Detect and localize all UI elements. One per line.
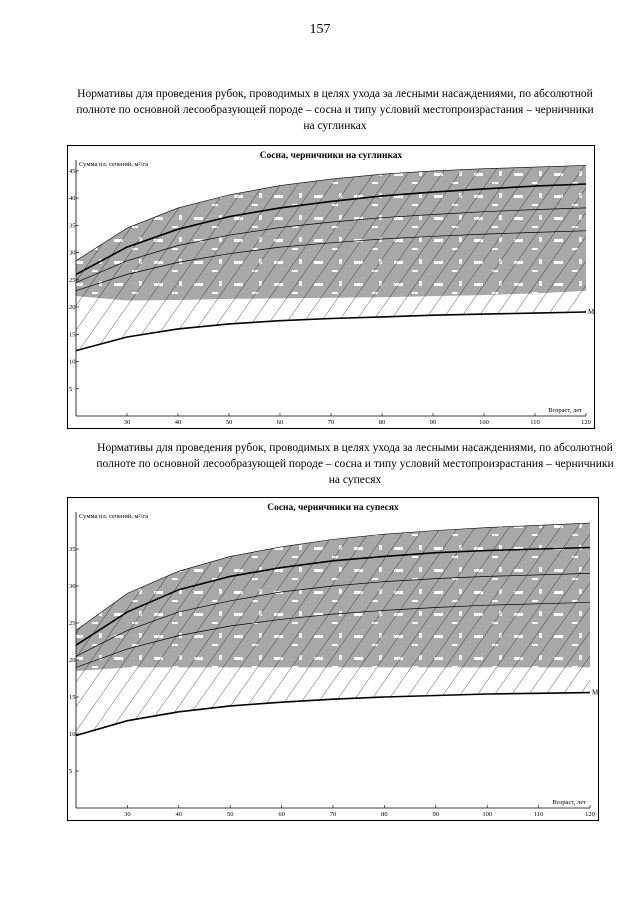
chart-1-x-tick-label: 60	[276, 419, 284, 426]
chart-1-curve-end-label: М	[588, 307, 594, 316]
chart-1-y-tick-label: 25	[69, 276, 76, 284]
chart-2-x-axis-label: Возраст, лет	[552, 799, 586, 806]
chart-1-x-tick-label: 50	[225, 419, 233, 426]
chart-1-y-tick-label: 15	[69, 331, 76, 339]
chart-2-y-tick-label: 35	[69, 546, 76, 553]
chart-1-x-tick-label: 80	[378, 419, 386, 426]
chart-1-x-tick-label: 90	[429, 419, 437, 426]
page-number: 157	[309, 22, 331, 37]
chart-1-frame	[67, 145, 595, 429]
chart-2-x-tick-label: 40	[175, 811, 183, 818]
chart-2-x-tick-label: 70	[329, 811, 337, 818]
chart-1-x-tick-label: 40	[174, 419, 182, 426]
chart-1-x-tick-label: 70	[327, 419, 335, 426]
chart-2-x-tick-label: 110	[533, 811, 544, 818]
chart-2-x-tick-label: 60	[278, 811, 285, 818]
chart-2-hatched-zone	[76, 523, 590, 735]
chart-1-x-tick-label: 30	[123, 419, 131, 426]
chart-2-x-tick-label: 30	[124, 811, 131, 818]
chart-1-x-tick-label: 110	[530, 419, 540, 426]
chart-2-title: Сосна, черничники на супесях	[267, 503, 399, 513]
chart-2-y-tick-label: 5	[69, 768, 73, 775]
chart-1-y-tick-label: 35	[69, 222, 76, 230]
chart-2-y-axis-label: Сумма пл. сечений, м²/га	[79, 513, 148, 520]
chart-1-title: Сосна, черничники на суглинках	[259, 151, 403, 161]
chart-2-y-tick-label: 20	[69, 657, 76, 664]
chart-1-y-tick-label: 20	[69, 304, 76, 312]
chart-2-x-tick-label: 120	[585, 811, 595, 818]
chart-1-x-tick-label: 120	[581, 419, 591, 426]
chart-2-x-tick-label: 80	[381, 811, 388, 818]
chart-2-x-tick-label: 90	[432, 811, 440, 818]
chart-1-x-tick-label: 100	[479, 419, 489, 426]
chart-1-heading: Нормативы для проведения рубок, проводимых в целях ухода за лесными насаждениями, по абсолютной полноте по основной лесообразующей породе – сосна и типу условий местопроизрастания – черничники на суглинках	[76, 88, 594, 132]
chart-1-y-axis-label: Сумма пл. сечений, м²/га	[79, 161, 148, 168]
chart-1-y-tick-label: 5	[69, 385, 73, 393]
chart-1-y-tick-label: 30	[69, 249, 76, 257]
chart-2-x-tick-label: 100	[482, 811, 493, 818]
chart-2-y-tick-label: 10	[69, 731, 76, 738]
chart-1-plot	[68, 146, 594, 428]
chart-2-frame	[67, 497, 599, 821]
chart-2-x-tick-label: 50	[226, 811, 234, 818]
chart-1-y-tick-label: 40	[69, 195, 76, 203]
chart-2-y-tick-label: 15	[69, 694, 76, 701]
chart-1-y-tick-label: 10	[69, 358, 76, 366]
chart-2-y-tick-label: 25	[69, 620, 76, 627]
chart-2-heading: Нормативы для проведения рубок, проводимых в целях ухода за лесными насаждениями, по абсолютной полноте по основной лесообразующей породе – сосна и типу условий местопроизрастания – черничники на супесях	[96, 442, 614, 486]
chart-1-x-axis-label: Возраст, лет	[548, 407, 582, 414]
chart-1-hatched-zone	[76, 165, 586, 350]
chart-2-curve-end-label: М	[592, 688, 598, 697]
chart-2-plot	[68, 498, 598, 820]
chart-2-y-tick-label: 30	[69, 583, 76, 590]
chart-1-y-tick-label: 45	[69, 167, 76, 175]
